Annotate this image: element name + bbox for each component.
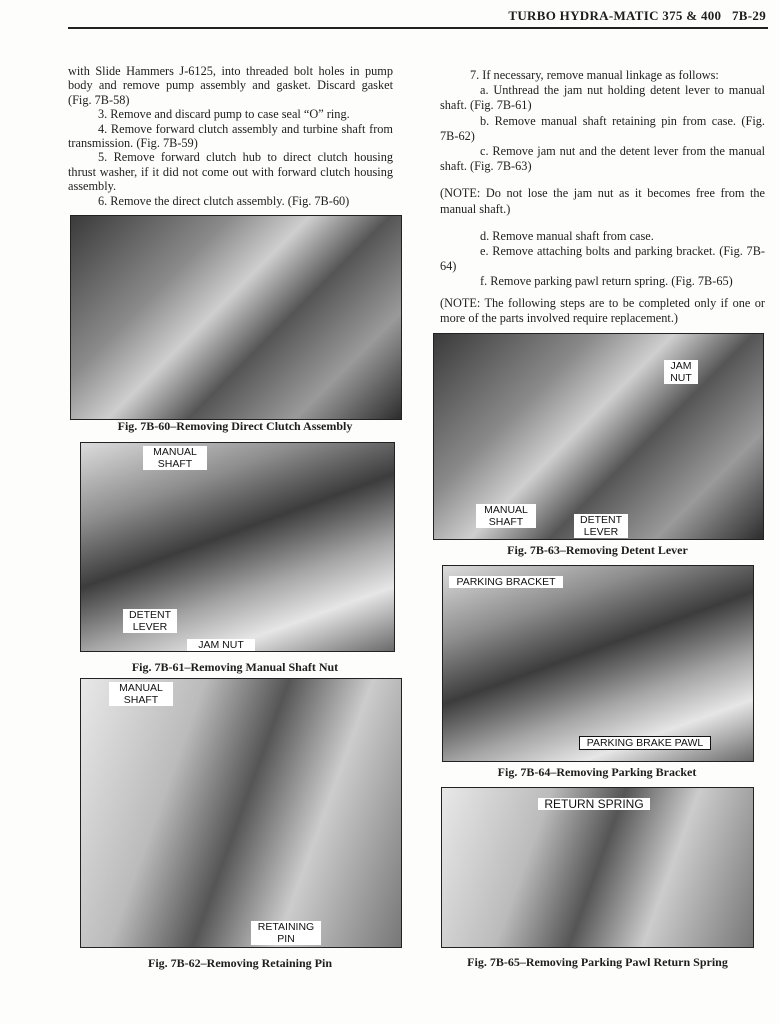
page-header bbox=[508, 8, 766, 24]
label-manual-shaft: MANUAL SHAFT bbox=[476, 504, 536, 528]
figure-7b-65-photo bbox=[441, 787, 754, 948]
figure-7b-61-photo bbox=[80, 442, 395, 652]
figure-caption: Fig. 7B-64–Removing Parking Bracket bbox=[497, 765, 697, 779]
step-4: 4. Remove forward clutch assembly and turbine shaft from transmission. (Fig. 7B-59) bbox=[68, 121, 393, 151]
label-jam-nut: JAM NUT bbox=[664, 360, 698, 384]
step-7: 7. If necessary, remove manual linkage as follows: bbox=[470, 68, 719, 82]
figure-caption: Fig. 7B-60–Removing Direct Clutch Assembly bbox=[117, 419, 353, 433]
note: (NOTE: Do not lose the jam nut as it becomes free from the manual shaft.) bbox=[440, 186, 765, 216]
label-parking-brake-pawl: PARKING BRAKE PAWL bbox=[579, 736, 711, 750]
label-jam-nut: JAM NUT bbox=[187, 639, 255, 651]
step-7b: b. Remove manual shaft retaining pin from case. (Fig. 7B-62) bbox=[440, 113, 765, 143]
label-manual-shaft: MANUAL SHAFT bbox=[109, 682, 173, 706]
step-5: 5. Remove forward clutch hub to direct clutch housing thrust washer, if it did not come out with forward clutch housing assembly. bbox=[68, 150, 393, 194]
left-text-column bbox=[68, 64, 393, 208]
figure-7b-60-photo bbox=[70, 215, 402, 420]
figure-caption: Fig. 7B-63–Removing Detent Lever bbox=[507, 543, 688, 557]
label-parking-bracket: PARKING BRACKET bbox=[449, 576, 563, 588]
step-6: 6. Remove the direct clutch assembly. (Fig. 7B-60) bbox=[98, 193, 350, 208]
step-3: 3. Remove and discard pump to case seal “O” ring. bbox=[98, 107, 350, 122]
step-7c: c. Remove jam nut and the detent lever from the manual shaft. (Fig. 7B-63) bbox=[440, 144, 765, 174]
label-detent-lever: DETENT LEVER bbox=[123, 609, 177, 633]
figure-7b-64-photo bbox=[442, 565, 754, 762]
figure-caption: Fig. 7B-62–Removing Retaining Pin bbox=[147, 956, 332, 970]
header-rule bbox=[68, 27, 768, 29]
figure-caption: Fig. 7B-65–Removing Parking Pawl Return Spring bbox=[467, 955, 728, 969]
label-retaining-pin: RETAINING PIN bbox=[251, 921, 321, 945]
label-return-spring: RETURN SPRING bbox=[538, 798, 650, 810]
page-number: 7B-29 bbox=[732, 8, 766, 23]
step-7e: e. Remove attaching bolts and parking bracket. (Fig. 7B-64) bbox=[440, 244, 765, 274]
label-detent-lever: DETENT LEVER bbox=[574, 514, 628, 538]
figure-caption: Fig. 7B-61–Removing Manual Shaft Nut bbox=[131, 660, 339, 674]
step-7f: f. Remove parking pawl return spring. (Fig. 7B-65) bbox=[480, 274, 733, 289]
note: (NOTE: The following steps are to be completed only if one or more of the parts involved require replacement.) bbox=[440, 295, 765, 325]
step-7d: d. Remove manual shaft from case. bbox=[480, 228, 654, 243]
right-text-column bbox=[440, 68, 765, 326]
figure-7b-63-photo bbox=[433, 333, 764, 540]
header-title: TURBO HYDRA-MATIC 375 & 400 bbox=[508, 8, 722, 23]
paragraph: with Slide Hammers J-6125, into threaded bolt holes in pump body and remove pump assembly and gasket. Discard gasket (Fig. 7B-58) bbox=[68, 64, 393, 107]
step-7a: a. Unthread the jam nut holding detent lever to manual shaft. (Fig. 7B-61) bbox=[440, 83, 765, 113]
label-manual-shaft: MANUAL SHAFT bbox=[143, 446, 207, 470]
figure-7b-62-photo bbox=[80, 678, 402, 948]
